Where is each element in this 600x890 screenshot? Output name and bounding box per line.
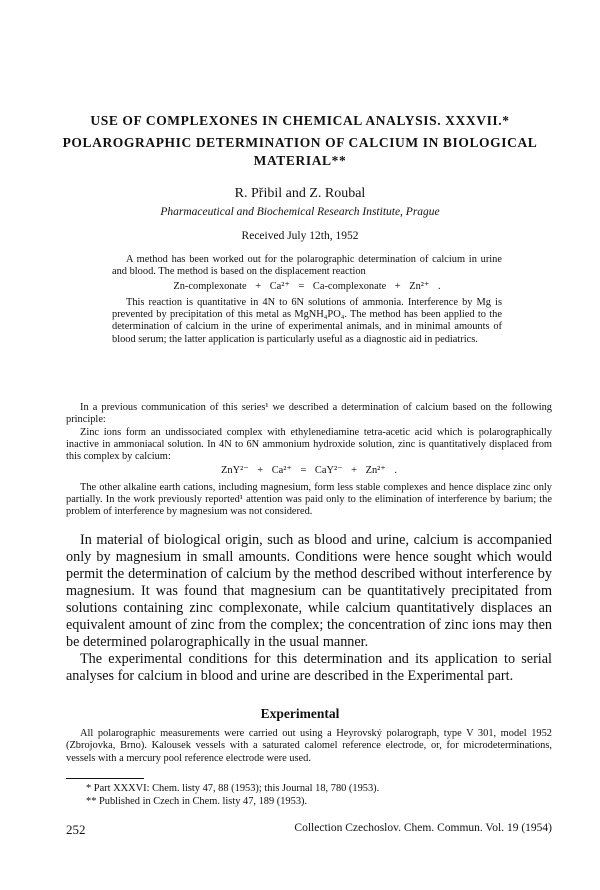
body-paragraph: Zinc ions form an undissociated complex with ethylenediamine tetra-acetic acid which is polarographically inactive in ammoniacal solution. In 4N to 6N ammonium hydroxide solution, zinc is quantitatively displaced from this complex by calcium:: [66, 426, 552, 463]
footnote: ** Published in Czech in Chem. listy 47, 189 (1953).: [86, 796, 308, 807]
abstract-paragraph: This reaction is quantitative in 4N to 6N solutions of ammonia. Interference by Mg is prevented by precipitation of this metal as MgNH₄PO₄. The method has been applied to the determination of calcium in the urine of experimental animals, and in minimal amounts of blood serum; the latter application is particularly useful as a diagnostic aid in pediatrics.: [112, 296, 502, 345]
paper-title-line2: POLAROGRAPHIC DETERMINATION OF CALCIUM IN BIOLOGICAL MATERIAL**: [62, 135, 538, 168]
experimental-section: [66, 728, 552, 765]
footnote: * Part XXXVI: Chem. listy 47, 88 (1953); this Journal 18, 780 (1953).: [86, 783, 380, 794]
abstract-paragraph: A method has been worked out for the polarographic determination of calcium in urine and blood. The method is based on the displacement reaction: [112, 254, 502, 278]
experimental-heading: Experimental: [260, 706, 340, 721]
institution: Pharmaceutical and Biochemical Research Institute, Prague: [160, 206, 440, 218]
abstract-equation: Zn-complexonate + Ca²⁺ = Ca-complexonate + Zn²⁺ .: [173, 280, 441, 292]
abstract: [112, 254, 502, 346]
paper-title-line1: USE OF COMPLEXONES IN CHEMICAL ANALYSIS. XXXVII.*: [90, 113, 510, 128]
authors: R. Přibil and Z. Roubal: [234, 186, 366, 201]
footnote-rule: [66, 778, 144, 779]
body-paragraph: In a previous communication of this series¹ we described a determination of calcium based on the following principle:: [66, 402, 552, 426]
body-equation: ZnY²⁻ + Ca²⁺ = CaY²⁻ + Zn²⁺ .: [221, 465, 397, 477]
main-text: [66, 532, 552, 685]
received-date: Received July 12th, 1952: [241, 230, 359, 242]
footnotes: [86, 782, 546, 808]
body-paragraph: The other alkaline earth cations, including magnesium, form less stable complexes and hence displace zinc only partially. In the work previously reported¹ attention was paid only to the elimination of interference by barium; the problem of interference by magnesium was not considered.: [66, 481, 552, 518]
page-number: 252: [66, 822, 86, 837]
body-paragraph: In material of biological origin, such as blood and urine, calcium is accompanied only by magnesium in small amounts. Conditions were hence sought which would permit the determination of calcium by the method described without interference by magnesium. It was found that magnesium can be quantitatively precipitated from solutions containing zinc complexonate, while calcium quantitatively displaces an equivalent amount of zinc from the complex; the concentration of zinc ions may then be determined polarographically in the usual manner.: [66, 532, 552, 650]
journal-reference: Collection Czechoslov. Chem. Commun. Vol. 19 (1954): [294, 822, 552, 834]
body-paragraph: The experimental conditions for this determination and its application to serial analyses for calcium in blood and urine are described in the Experimental part.: [66, 651, 552, 684]
body-paragraph: All polarographic measurements were carried out using a Heyrovský polarograph, type V 301, model 1952 (Zbrojovka, Brno). Kalousek vessels with a saturated calomel reference electrode, or, for microdeterminations, vessels with a mercury pool reference electrode were used.: [66, 728, 552, 764]
intro-section: [66, 402, 552, 519]
